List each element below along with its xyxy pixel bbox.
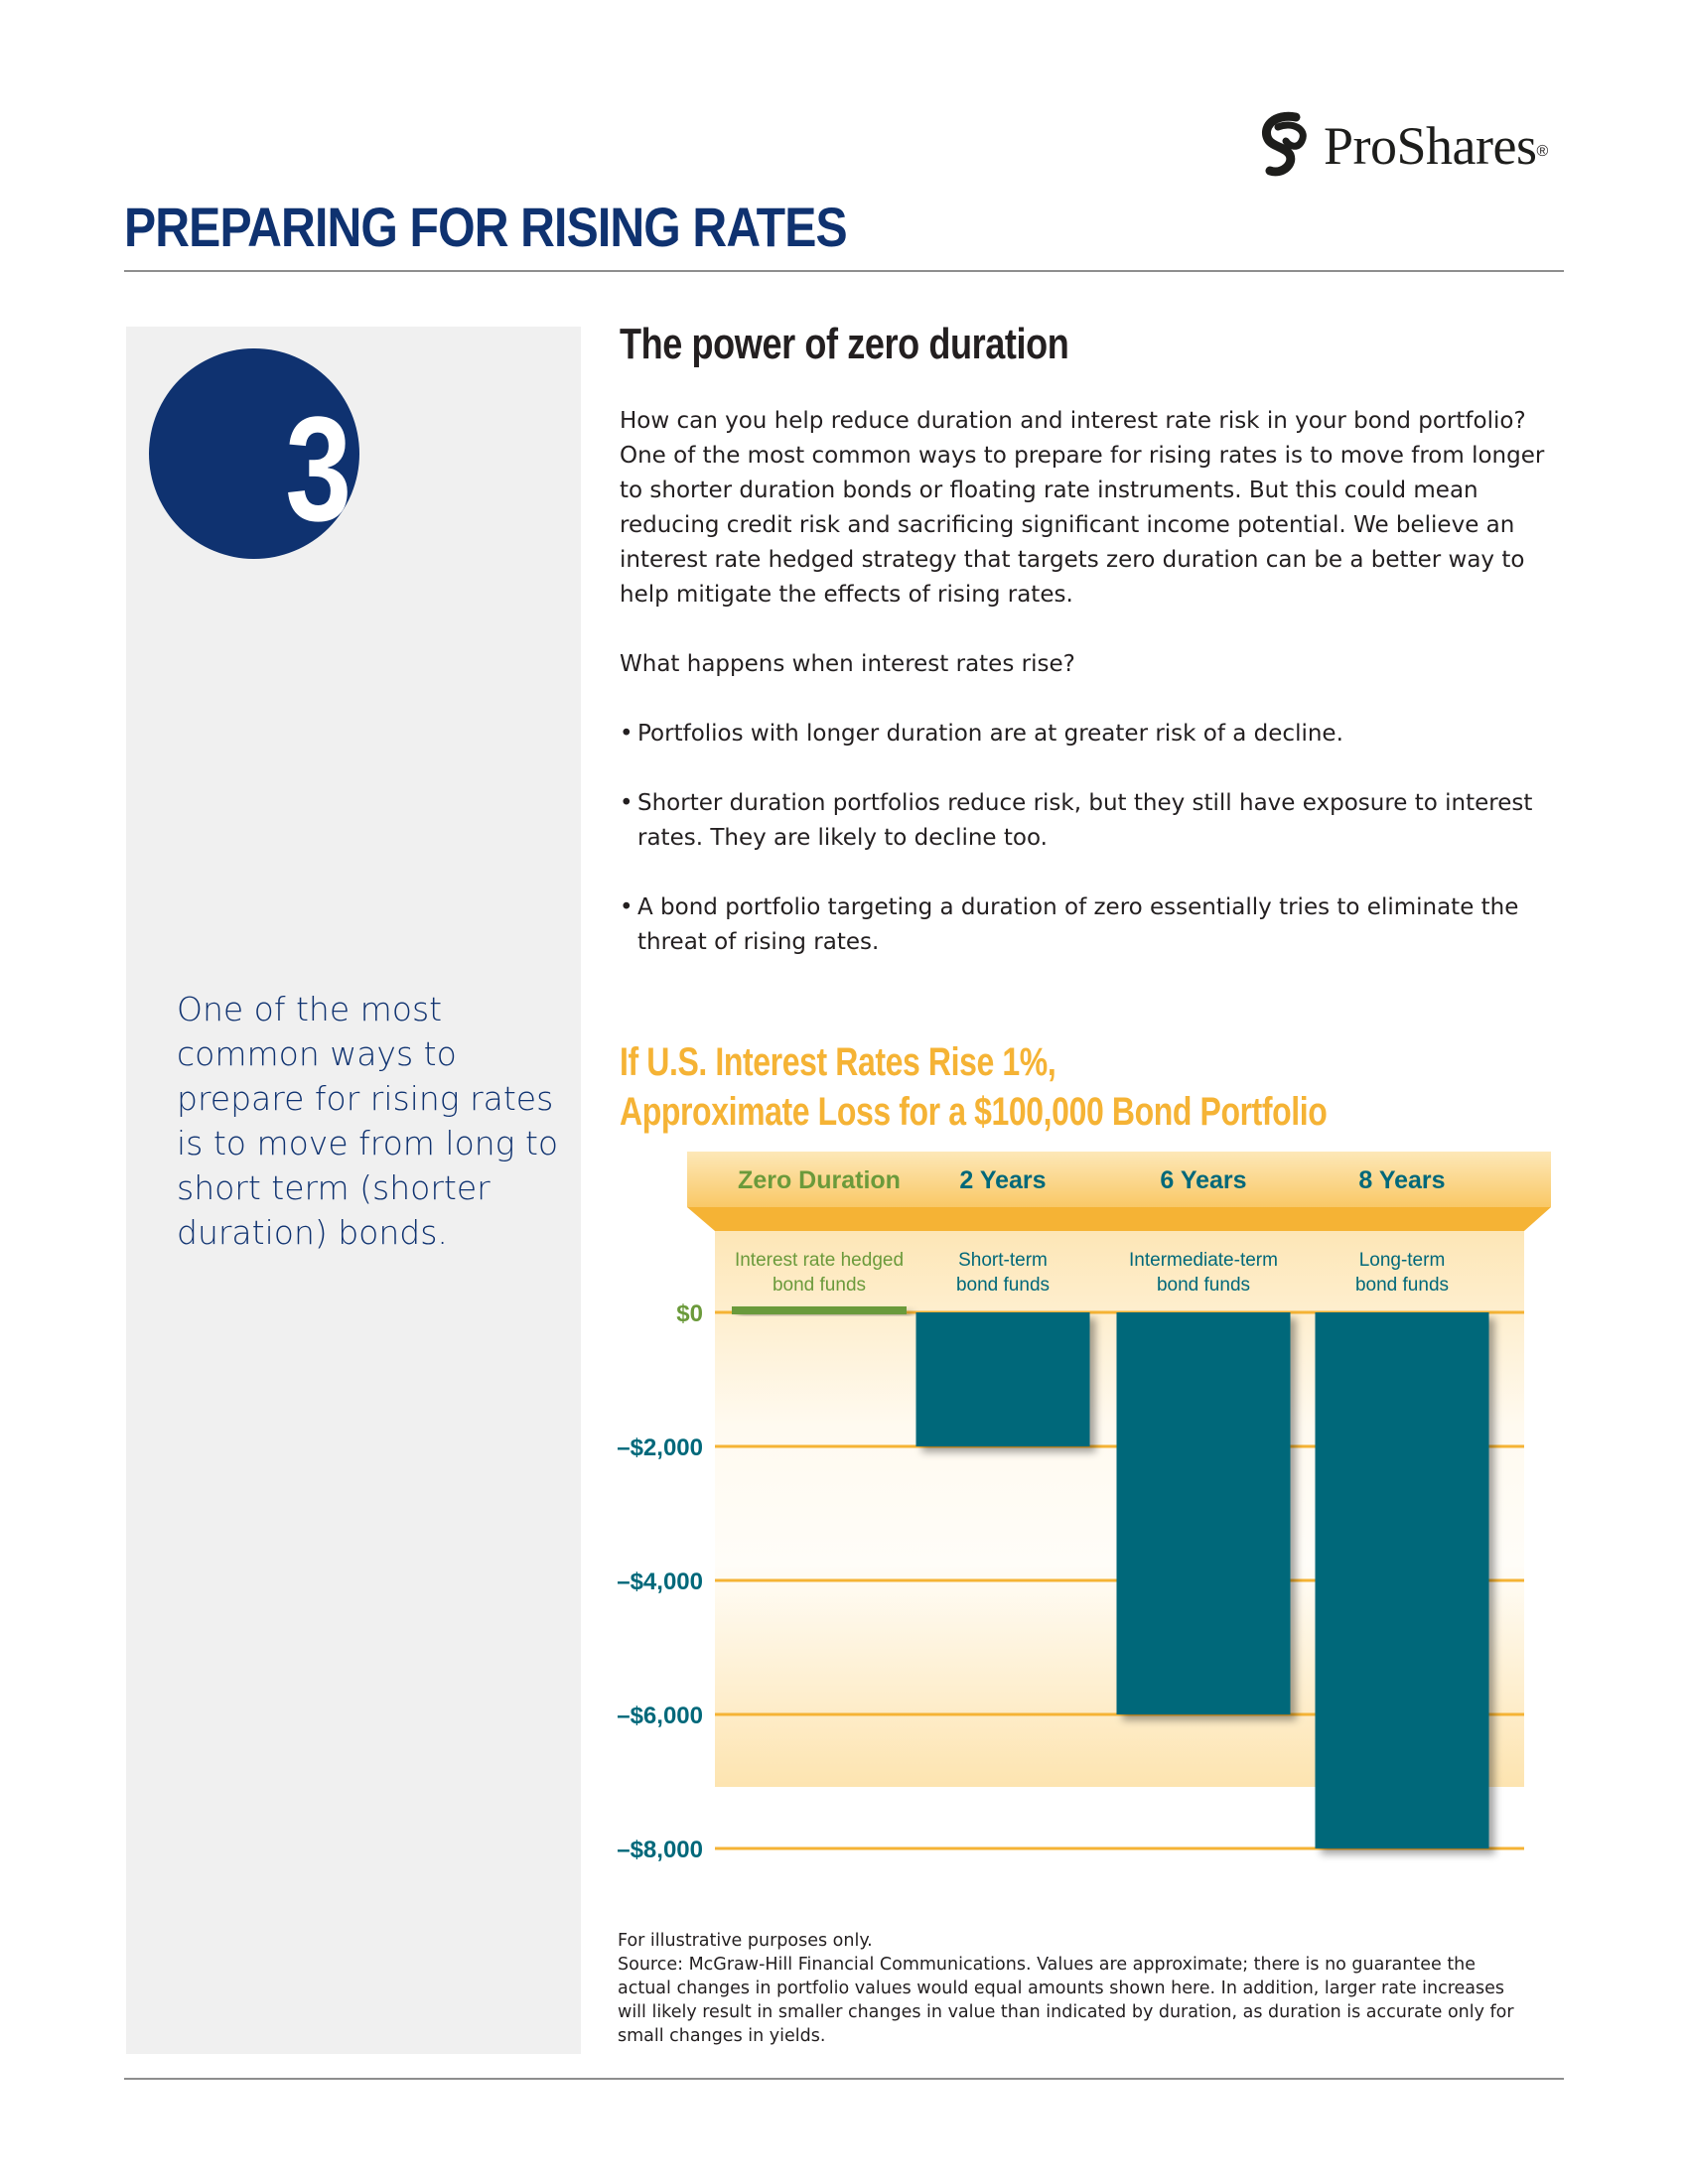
chart-title-line-1: If U.S. Interest Rates Rise 1%, <box>620 1040 1056 1084</box>
brand-name: ProShares <box>1324 116 1537 176</box>
bullet-dot: • <box>620 721 633 747</box>
bar <box>916 1312 1090 1446</box>
footnote-disclaimer: For illustrative purposes only. <box>618 1931 873 1951</box>
loss-bar-chart <box>596 1152 1579 1866</box>
pull-quote: One of the most common ways to prepare for rising rates is to move from long to short term (shorter duration) bonds. <box>177 990 559 1252</box>
bar <box>1117 1312 1291 1714</box>
page-title: PREPARING FOR RISING RATES <box>124 196 847 258</box>
category-label: 6 Years <box>1160 1166 1247 1194</box>
body-text <box>620 404 1573 995</box>
bullet-item <box>620 717 1573 751</box>
chart-title <box>620 1037 1327 1137</box>
category-label: Zero Duration <box>738 1166 901 1194</box>
subcategory-label: Long-term <box>1358 1250 1446 1271</box>
subcategory-label: bond funds <box>772 1275 867 1296</box>
y-tick-label: –$4,000 <box>617 1569 703 1595</box>
bullet-item <box>620 786 1573 856</box>
bullet-text: Shorter duration portfolios reduce risk, but they still have exposure to interest rates. They are likely to decline too. <box>637 790 1533 851</box>
subcategory-label: Intermediate-term <box>1129 1250 1278 1271</box>
proshares-logo-icon <box>1256 111 1318 181</box>
subcategory-label: bond funds <box>1156 1275 1251 1296</box>
bullet-text: Portfolios with longer duration are at greater risk of a decline. <box>637 721 1343 747</box>
subcategory-label: Short-term <box>958 1250 1048 1271</box>
top-divider <box>124 270 1564 272</box>
bullet-item <box>620 890 1573 960</box>
section-heading: The power of zero duration <box>620 320 1069 368</box>
brand-logo <box>1256 111 1548 181</box>
footnote-source: Source: McGraw-Hill Financial Communications. Values are approximate; there is no guarantee the actual changes in portfolio values would equal amounts shown here. In addition, larger rate increases will likely result in smaller changes in value than indicated by duration, as duration is accurate only for small changes in yields. <box>618 1955 1514 2046</box>
question-paragraph: What happens when interest rates rise? <box>620 651 1075 677</box>
subcategory-label: bond funds <box>955 1275 1051 1296</box>
section-number-badge <box>149 348 359 559</box>
category-label: 2 Years <box>959 1166 1047 1194</box>
trademark-symbol: ® <box>1536 143 1549 160</box>
y-tick-label: $0 <box>676 1300 703 1327</box>
subcategory-label: bond funds <box>1354 1275 1450 1296</box>
bar-zero-duration <box>732 1306 907 1314</box>
intro-paragraph: How can you help reduce duration and interest rate risk in your bond portfolio? One of the most common ways to prepare for rising rates is to move from longer to shorter duration bonds or floating rate instruments. But this could mean reducing credit risk and sacrificing significant income potential. We believe an interest rate hedged strategy that targets zero duration can be a better way to help mitigate the effects of rising rates. <box>620 408 1545 608</box>
chart-header-bevel <box>687 1207 1551 1231</box>
category-label: 8 Years <box>1358 1166 1446 1194</box>
bottom-divider <box>124 2078 1564 2080</box>
bar <box>1316 1312 1489 1848</box>
bullet-text: A bond portfolio targeting a duration of zero essentially tries to eliminate the threat of rising rates. <box>637 894 1519 955</box>
y-tick-label: –$6,000 <box>617 1703 703 1729</box>
bullet-dot: • <box>620 894 633 920</box>
y-tick-label: –$2,000 <box>617 1434 703 1461</box>
section-number: 3 <box>285 384 352 552</box>
bullet-dot: • <box>620 790 633 816</box>
footnote <box>618 1929 1531 2048</box>
chart-title-line-2: Approximate Loss for a $100,000 Bond Portfolio <box>620 1090 1328 1134</box>
y-tick-label: –$8,000 <box>617 1837 703 1863</box>
subcategory-label: Interest rate hedged <box>734 1250 905 1271</box>
